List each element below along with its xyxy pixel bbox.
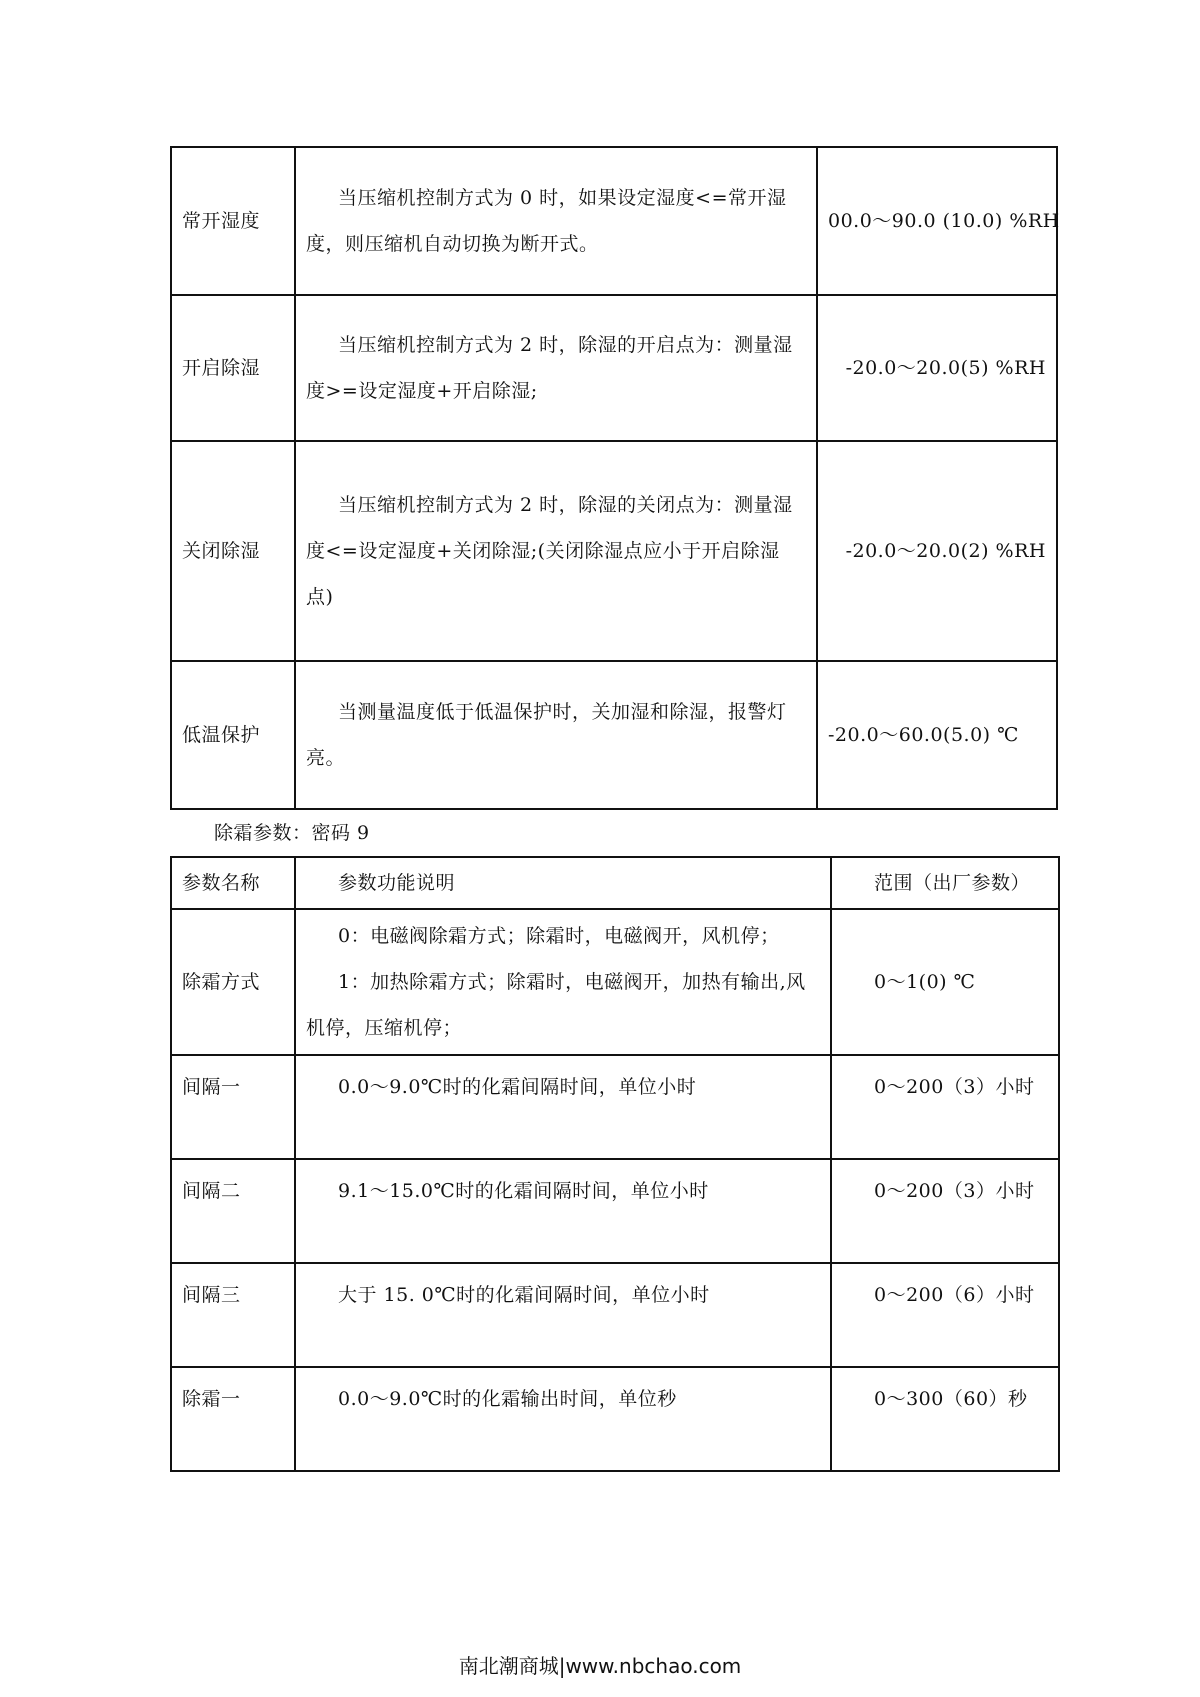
param-description: 9.1～15.0℃时的化霜间隔时间，单位小时 xyxy=(295,1159,831,1263)
humidity-parameter-table xyxy=(170,146,1058,810)
param-range: 0～200（6）小时 xyxy=(831,1263,1059,1367)
param-range: -20.0～60.0(5.0) ℃ xyxy=(817,661,1057,809)
footer-watermark: 南北潮商城|www.nbchao.com xyxy=(458,1654,742,1678)
param-description: 0：电磁阀除霜方式；除霜时，电磁阀开，风机停； 1：加热除霜方式；除霜时，电磁阀开，加热有输出,风机停，压缩机停； xyxy=(295,909,831,1055)
table-row xyxy=(171,147,1057,295)
table-row xyxy=(171,1159,1059,1263)
param-range: 0～200（3）小时 xyxy=(831,1159,1059,1263)
table-row xyxy=(171,1263,1059,1367)
table-row xyxy=(171,1055,1059,1159)
param-name: 常开湿度 xyxy=(171,147,295,295)
param-name: 除霜一 xyxy=(171,1367,295,1471)
param-description: 大于 15. 0℃时的化霜间隔时间，单位小时 xyxy=(295,1263,831,1367)
table-header-row xyxy=(171,857,1059,909)
param-name: 间隔一 xyxy=(171,1055,295,1159)
param-description: 当压缩机控制方式为 2 时，除湿的关闭点为：测量湿度<=设定湿度+关闭除湿;(关闭除湿点应小于开启除湿点) xyxy=(295,441,817,661)
param-name: 间隔二 xyxy=(171,1159,295,1263)
param-range: 0～200（3）小时 xyxy=(831,1055,1059,1159)
param-range: 0～1(0) ℃ xyxy=(831,909,1059,1055)
column-header-name: 参数名称 xyxy=(171,857,295,909)
defrost-parameter-table xyxy=(170,856,1060,1472)
param-name: 间隔三 xyxy=(171,1263,295,1367)
param-range: 00.0～90.0 (10.0) %RH xyxy=(817,147,1057,295)
param-description: 当压缩机控制方式为 0 时，如果设定湿度<=常开湿度，则压缩机自动切换为断开式。 xyxy=(295,147,817,295)
table-row xyxy=(171,1367,1059,1471)
param-name: 除霜方式 xyxy=(171,909,295,1055)
param-range: -20.0～20.0(5) %RH xyxy=(817,295,1057,441)
param-description: 当压缩机控制方式为 2 时，除湿的开启点为：测量湿度>=设定湿度+开启除湿; xyxy=(295,295,817,441)
section-caption: 除霜参数：密码 9 xyxy=(214,822,370,844)
param-description: 0.0～9.0℃时的化霜输出时间，单位秒 xyxy=(295,1367,831,1471)
param-description: 0.0～9.0℃时的化霜间隔时间，单位小时 xyxy=(295,1055,831,1159)
column-header-description: 参数功能说明 xyxy=(295,857,831,909)
table-row xyxy=(171,661,1057,809)
param-range: -20.0～20.0(2) %RH xyxy=(817,441,1057,661)
param-name: 关闭除湿 xyxy=(171,441,295,661)
table-row xyxy=(171,909,1059,1055)
param-range: 0～300（60）秒 xyxy=(831,1367,1059,1471)
param-name: 低温保护 xyxy=(171,661,295,809)
param-description: 当测量温度低于低温保护时，关加湿和除湿，报警灯亮。 xyxy=(295,661,817,809)
column-header-range: 范围（出厂参数） xyxy=(831,857,1059,909)
table-row xyxy=(171,295,1057,441)
param-name: 开启除湿 xyxy=(171,295,295,441)
table-row xyxy=(171,441,1057,661)
